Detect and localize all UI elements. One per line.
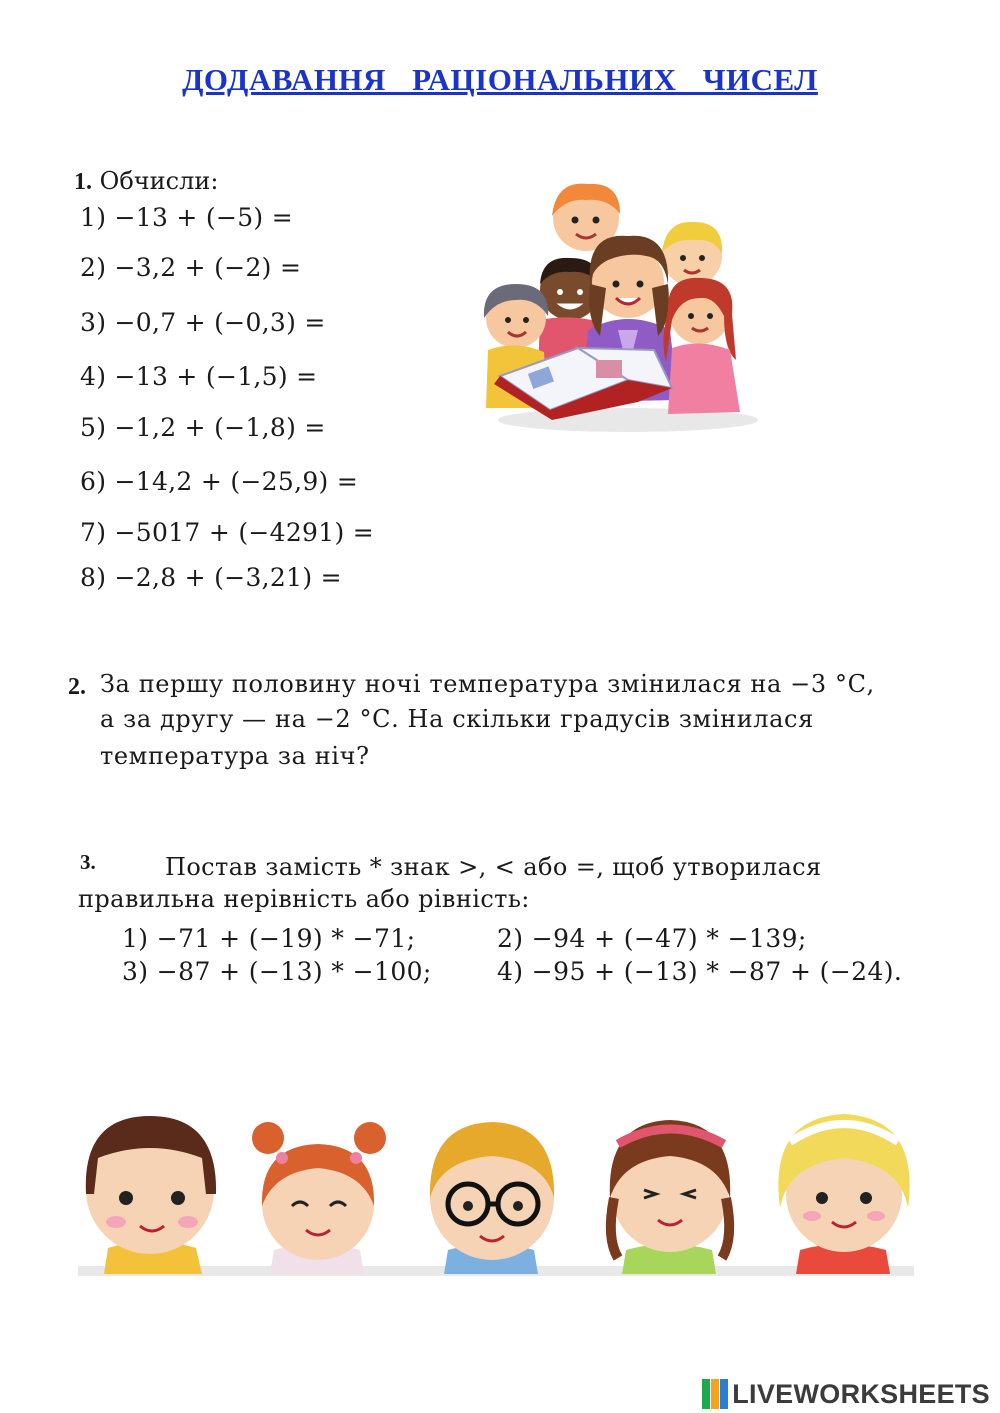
item-expression: −0,7 + (−0,3) = — [114, 308, 326, 337]
task2-line: За першу половину ночі температура змінилася на −3 °С, — [100, 670, 875, 698]
answer-field[interactable] — [332, 417, 402, 443]
item-number: 5) — [80, 413, 107, 442]
task1-item — [80, 563, 418, 593]
answer-field[interactable] — [307, 257, 377, 283]
task3-number-label: 3. — [80, 850, 96, 874]
liveworksheets-text: LIVEWORKSHEETS — [732, 1378, 990, 1409]
answer-field[interactable] — [380, 522, 450, 548]
item-number: 4) — [80, 362, 107, 391]
task1-item — [80, 467, 434, 497]
liveworksheets-logo-icon — [702, 1379, 728, 1409]
task3-line2: правильна нерівність або рівність: — [78, 885, 530, 913]
task1-item — [80, 518, 450, 548]
item-expression: −3,2 + (−2) = — [114, 253, 302, 282]
item-expression: −5017 + (−4291) = — [114, 518, 374, 547]
task1-item — [80, 362, 393, 392]
item-expression: −2,8 + (−3,21) = — [114, 563, 342, 592]
page-title: ДОДАВАННЯ РАЦІОНАЛЬНИХ ЧИСЕЛ — [182, 62, 818, 97]
task1-item — [80, 413, 402, 443]
task3-item: 4) −95 + (−13) * −87 + (−24). — [497, 957, 903, 986]
item-expression: −1,2 + (−1,8) = — [114, 413, 326, 442]
task3-item: 1) −71 + (−19) * −71; — [122, 924, 416, 953]
task1-item — [80, 308, 402, 338]
item-number: 1) — [80, 203, 107, 232]
answer-field[interactable] — [323, 366, 393, 392]
item-number: 2) — [80, 253, 107, 282]
item-number: 8) — [80, 563, 107, 592]
task2-line: температура за ніч? — [100, 742, 370, 770]
task3-line1: Постав замість * знак >, < або =, щоб утворилася — [165, 853, 822, 881]
answer-field[interactable] — [348, 567, 418, 593]
children-row-illustration — [78, 1098, 914, 1280]
task3-item: 2) −94 + (−47) * −139; — [497, 924, 807, 953]
task1-heading-text: Обчисли: — [99, 167, 219, 195]
task2-line: а за другу — на −2 °С. На скільки градусів змінилася — [100, 705, 814, 733]
item-expression: −13 + (−1,5) = — [114, 362, 318, 391]
task1-heading — [74, 167, 218, 196]
item-expression: −13 + (−5) = — [114, 203, 293, 232]
task1-item — [80, 253, 377, 283]
task1-number: 1. — [74, 169, 92, 195]
task3-item: 3) −87 + (−13) * −100; — [122, 957, 432, 986]
task2-number-label: 2. — [68, 674, 86, 700]
answer-field[interactable] — [364, 471, 434, 497]
answer-field[interactable] — [299, 207, 369, 233]
children-reading-illustration — [478, 180, 768, 436]
task3-number — [80, 850, 96, 875]
item-expression: −14,2 + (−25,9) = — [114, 467, 359, 496]
liveworksheets-brand[interactable] — [702, 1378, 990, 1410]
item-number: 6) — [80, 467, 107, 496]
answer-field[interactable] — [332, 312, 402, 338]
task2-number — [68, 672, 86, 701]
task1-item — [80, 203, 369, 233]
item-number: 3) — [80, 308, 107, 337]
item-number: 7) — [80, 518, 107, 547]
